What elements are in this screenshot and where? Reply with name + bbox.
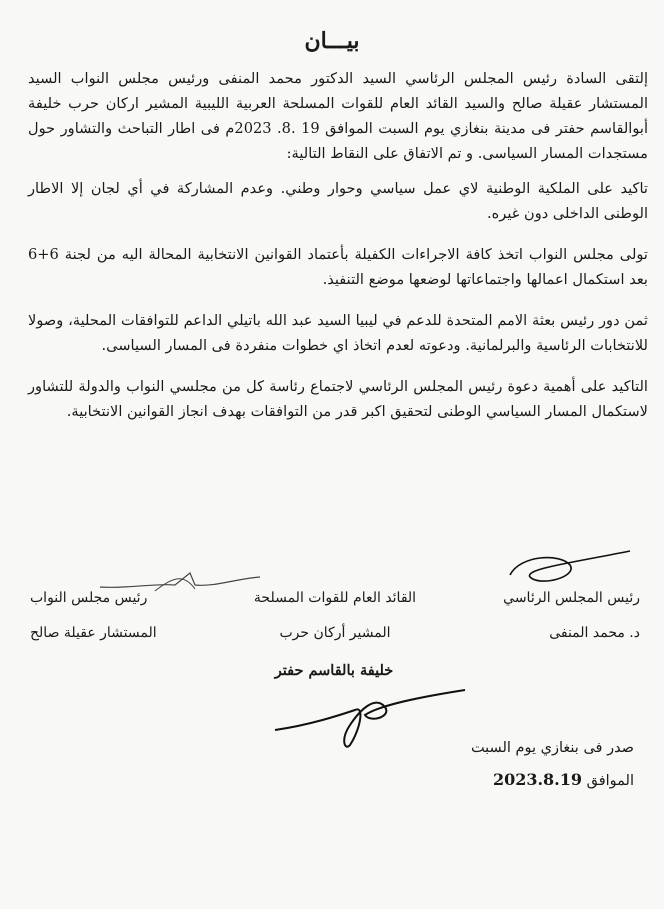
- issued-date-label: الموافق: [586, 773, 634, 789]
- paragraph-point-1: تاكيد على الملكية الوطنية لاي عمل سياسي وحوار وطني. وعدم المشاركة في أي لجان إلا الاطار الوطنى الداخلى دون غيره.: [28, 180, 648, 222]
- issued-date-line: [414, 764, 634, 797]
- parliament-title: رئيس مجلس النواب: [30, 590, 148, 606]
- commander-rank: المشير أركان حرب: [279, 625, 391, 641]
- presidential-name: د. محمد المنفى: [549, 625, 640, 641]
- paragraph-point-3: ثمن دور رئيس بعثة الامم المتحدة للدعم في ليبيا السيد عبد الله باتيلي الداعم للتوافقات المحلية، وصولا للانتخابات الرئاسية والبرلمانية. ودعوته لعدم اتخاذ اي خطوات منفردة فى المسار السياسى.: [28, 312, 648, 354]
- signatory-names-row: [30, 625, 640, 641]
- signatory-titles-row: [30, 590, 640, 606]
- parliament-name: المستشار عقيلة صالح: [30, 625, 157, 641]
- issued-date: 2023.8.19: [492, 770, 583, 789]
- commander-title: القائد العام للقوات المسلحة: [253, 590, 417, 606]
- document-body: [28, 66, 648, 440]
- signature-presidential-council: [500, 545, 650, 595]
- paragraph-intro: إلتقى السادة رئيس المجلس الرئاسي السيد الدكتور محمد المنفى ورئيس مجلس النواب السيد المستشار عقيلة صالح والسيد القائد العام للقوات المسلحة العربية الليبية المشير اركان حرب خليفة أبوالقاسم حفتر فى مدينة بنغازي يوم السبت الموافق 19 .8. 2023م فى اطار التباحث والتشاور حول مستجدات المسار السياسى. و تم الاتفاق على النقاط التالية:: [28, 70, 649, 162]
- paragraph-point-4: التاكيد على أهمية دعوة رئيس المجلس الرئاسي لاجتماع رئاسة كل من مجلسي النواب والدولة للتشاور لاستكمال المسار السياسي الوطنى لتحقيق اكبر قدر من التوافقات بهدف انجاز القوانين الانتخابية.: [28, 378, 648, 420]
- issued-place: صدر فى بنغازي يوم السبت: [470, 740, 634, 756]
- presidential-title: رئيس المجلس الرئاسي: [503, 590, 640, 606]
- commander-name: خليفة بالقاسم حفتر: [274, 662, 394, 679]
- issued-block: [414, 732, 634, 797]
- document-title: بيـــان: [304, 28, 360, 54]
- paragraph-point-2: تولى مجلس النواب اتخذ كافة الاجراءات الكفيلة بأعتماد القوانين الانتخابية المحالة اليه من لجنة 6+6 بعد استكمال اعمالها واجتماعاتها لوضعها موضع التنفيذ.: [28, 246, 648, 288]
